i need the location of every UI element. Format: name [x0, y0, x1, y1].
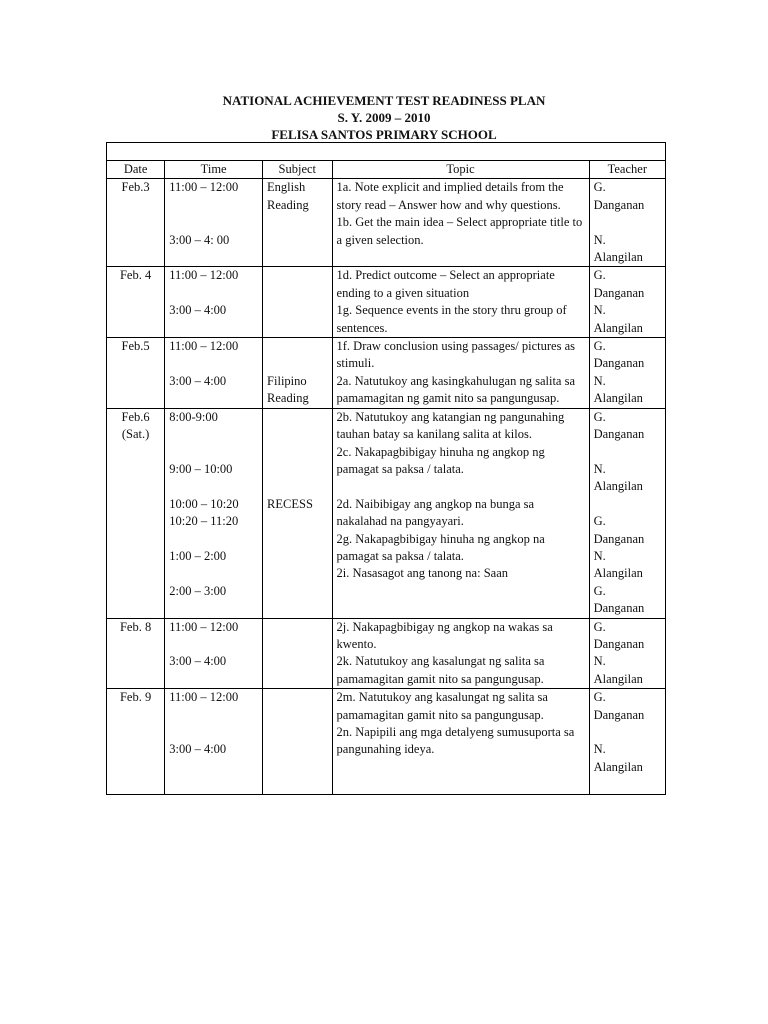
topic-cell: 1a. Note explicit and implied details from the story read – Answer how and why questions. 1b. Get the main idea – Select appropriate title to a given selection. [332, 179, 589, 267]
time-cell: 11:00 – 12:00 3:00 – 4:00 [165, 618, 263, 689]
teacher-cell: G. Danganan N. Alangilan [589, 179, 665, 267]
school-name: FELISA SANTOS PRIMARY SCHOOL [271, 127, 497, 142]
table-row [107, 179, 666, 267]
subject-cell: Filipino Reading [263, 338, 332, 409]
topic-cell: 2j. Nakapagbibigay ng angkop na wakas sa kwento. 2k. Natutukoy ang kasalungat ng salita sa pamamagitan gamit nito sa pangungusap. [332, 618, 589, 689]
blank-row [107, 143, 666, 161]
school-year: S. Y. 2009 – 2010 [337, 110, 431, 125]
topic-cell: 1d. Predict outcome – Select an appropriate ending to a given situation 1g. Sequence events in the story thru group of sentences. [332, 267, 589, 338]
date-cell: Feb. 4 [107, 267, 165, 338]
table-row [107, 408, 666, 618]
time-cell: 11:00 – 12:00 3:00 – 4: 00 [165, 179, 263, 267]
table-row [107, 267, 666, 338]
header-time: Time [165, 161, 263, 179]
topic-cell: 1f. Draw conclusion using passages/ pictures as stimuli. 2a. Natutukoy ang kasingkahulugan ng salita sa pamamagitan ng gamit nito sa pangungusap. [332, 338, 589, 409]
subject-cell [263, 689, 332, 794]
date-cell: Feb.6 (Sat.) [107, 408, 165, 618]
readiness-plan-table [106, 142, 666, 795]
teacher-cell: G. Danganan N. Alangilan [589, 618, 665, 689]
time-cell: 11:00 – 12:00 3:00 – 4:00 [165, 689, 263, 794]
subject-cell [263, 267, 332, 338]
date-cell: Feb.3 [107, 179, 165, 267]
time-cell: 8:00-9:00 9:00 – 10:00 10:00 – 10:20 10:20 – 11:20 1:00 – 2:00 2:00 – 3:00 [165, 408, 263, 618]
date-cell: Feb.5 [107, 338, 165, 409]
table-row [107, 689, 666, 794]
teacher-cell: G. Danganan N. Alangilan [589, 267, 665, 338]
date-cell: Feb. 8 [107, 618, 165, 689]
topic-cell: 2m. Natutukoy ang kasalungat ng salita sa pamamagitan gamit nito sa pangungusap. 2n. Napipili ang mga detalyeng sumusuporta sa pangunahing ideya. [332, 689, 589, 794]
blank-cell [107, 143, 666, 161]
topic-cell: 2b. Natutukoy ang katangian ng pangunahing tauhan batay sa kanilang salita at kilos. 2c. Nakapagbibigay hinuha ng angkop ng pamagat sa paksa / talata. 2d. Naibibigay ang angkop na bunga sa nakalahad na pangyayari. 2g. Nakapagbibigay hinuha ng angkop na pamagat sa paksa / talata. 2i. Nasasagot ang tanong na: Saan [332, 408, 589, 618]
teacher-cell: G. Danganan N. Alangilan [589, 338, 665, 409]
header-subject: Subject [263, 161, 332, 179]
subject-cell: RECESS [263, 408, 332, 618]
subject-cell: English Reading [263, 179, 332, 267]
time-cell: 11:00 – 12:00 3:00 – 4:00 [165, 338, 263, 409]
header-date: Date [107, 161, 165, 179]
header-teacher: Teacher [589, 161, 665, 179]
table-row [107, 338, 666, 409]
header-topic: Topic [332, 161, 589, 179]
teacher-cell: G. Danganan N. Alangilan [589, 689, 665, 794]
table-row [107, 618, 666, 689]
time-cell: 11:00 – 12:00 3:00 – 4:00 [165, 267, 263, 338]
subject-cell [263, 618, 332, 689]
date-cell: Feb. 9 [107, 689, 165, 794]
header-row [107, 161, 666, 179]
teacher-cell: G. Danganan N. Alangilan G. Danganan N. Alangilan G. Danganan [589, 408, 665, 618]
document-title: NATIONAL ACHIEVEMENT TEST READINESS PLAN [222, 93, 546, 108]
